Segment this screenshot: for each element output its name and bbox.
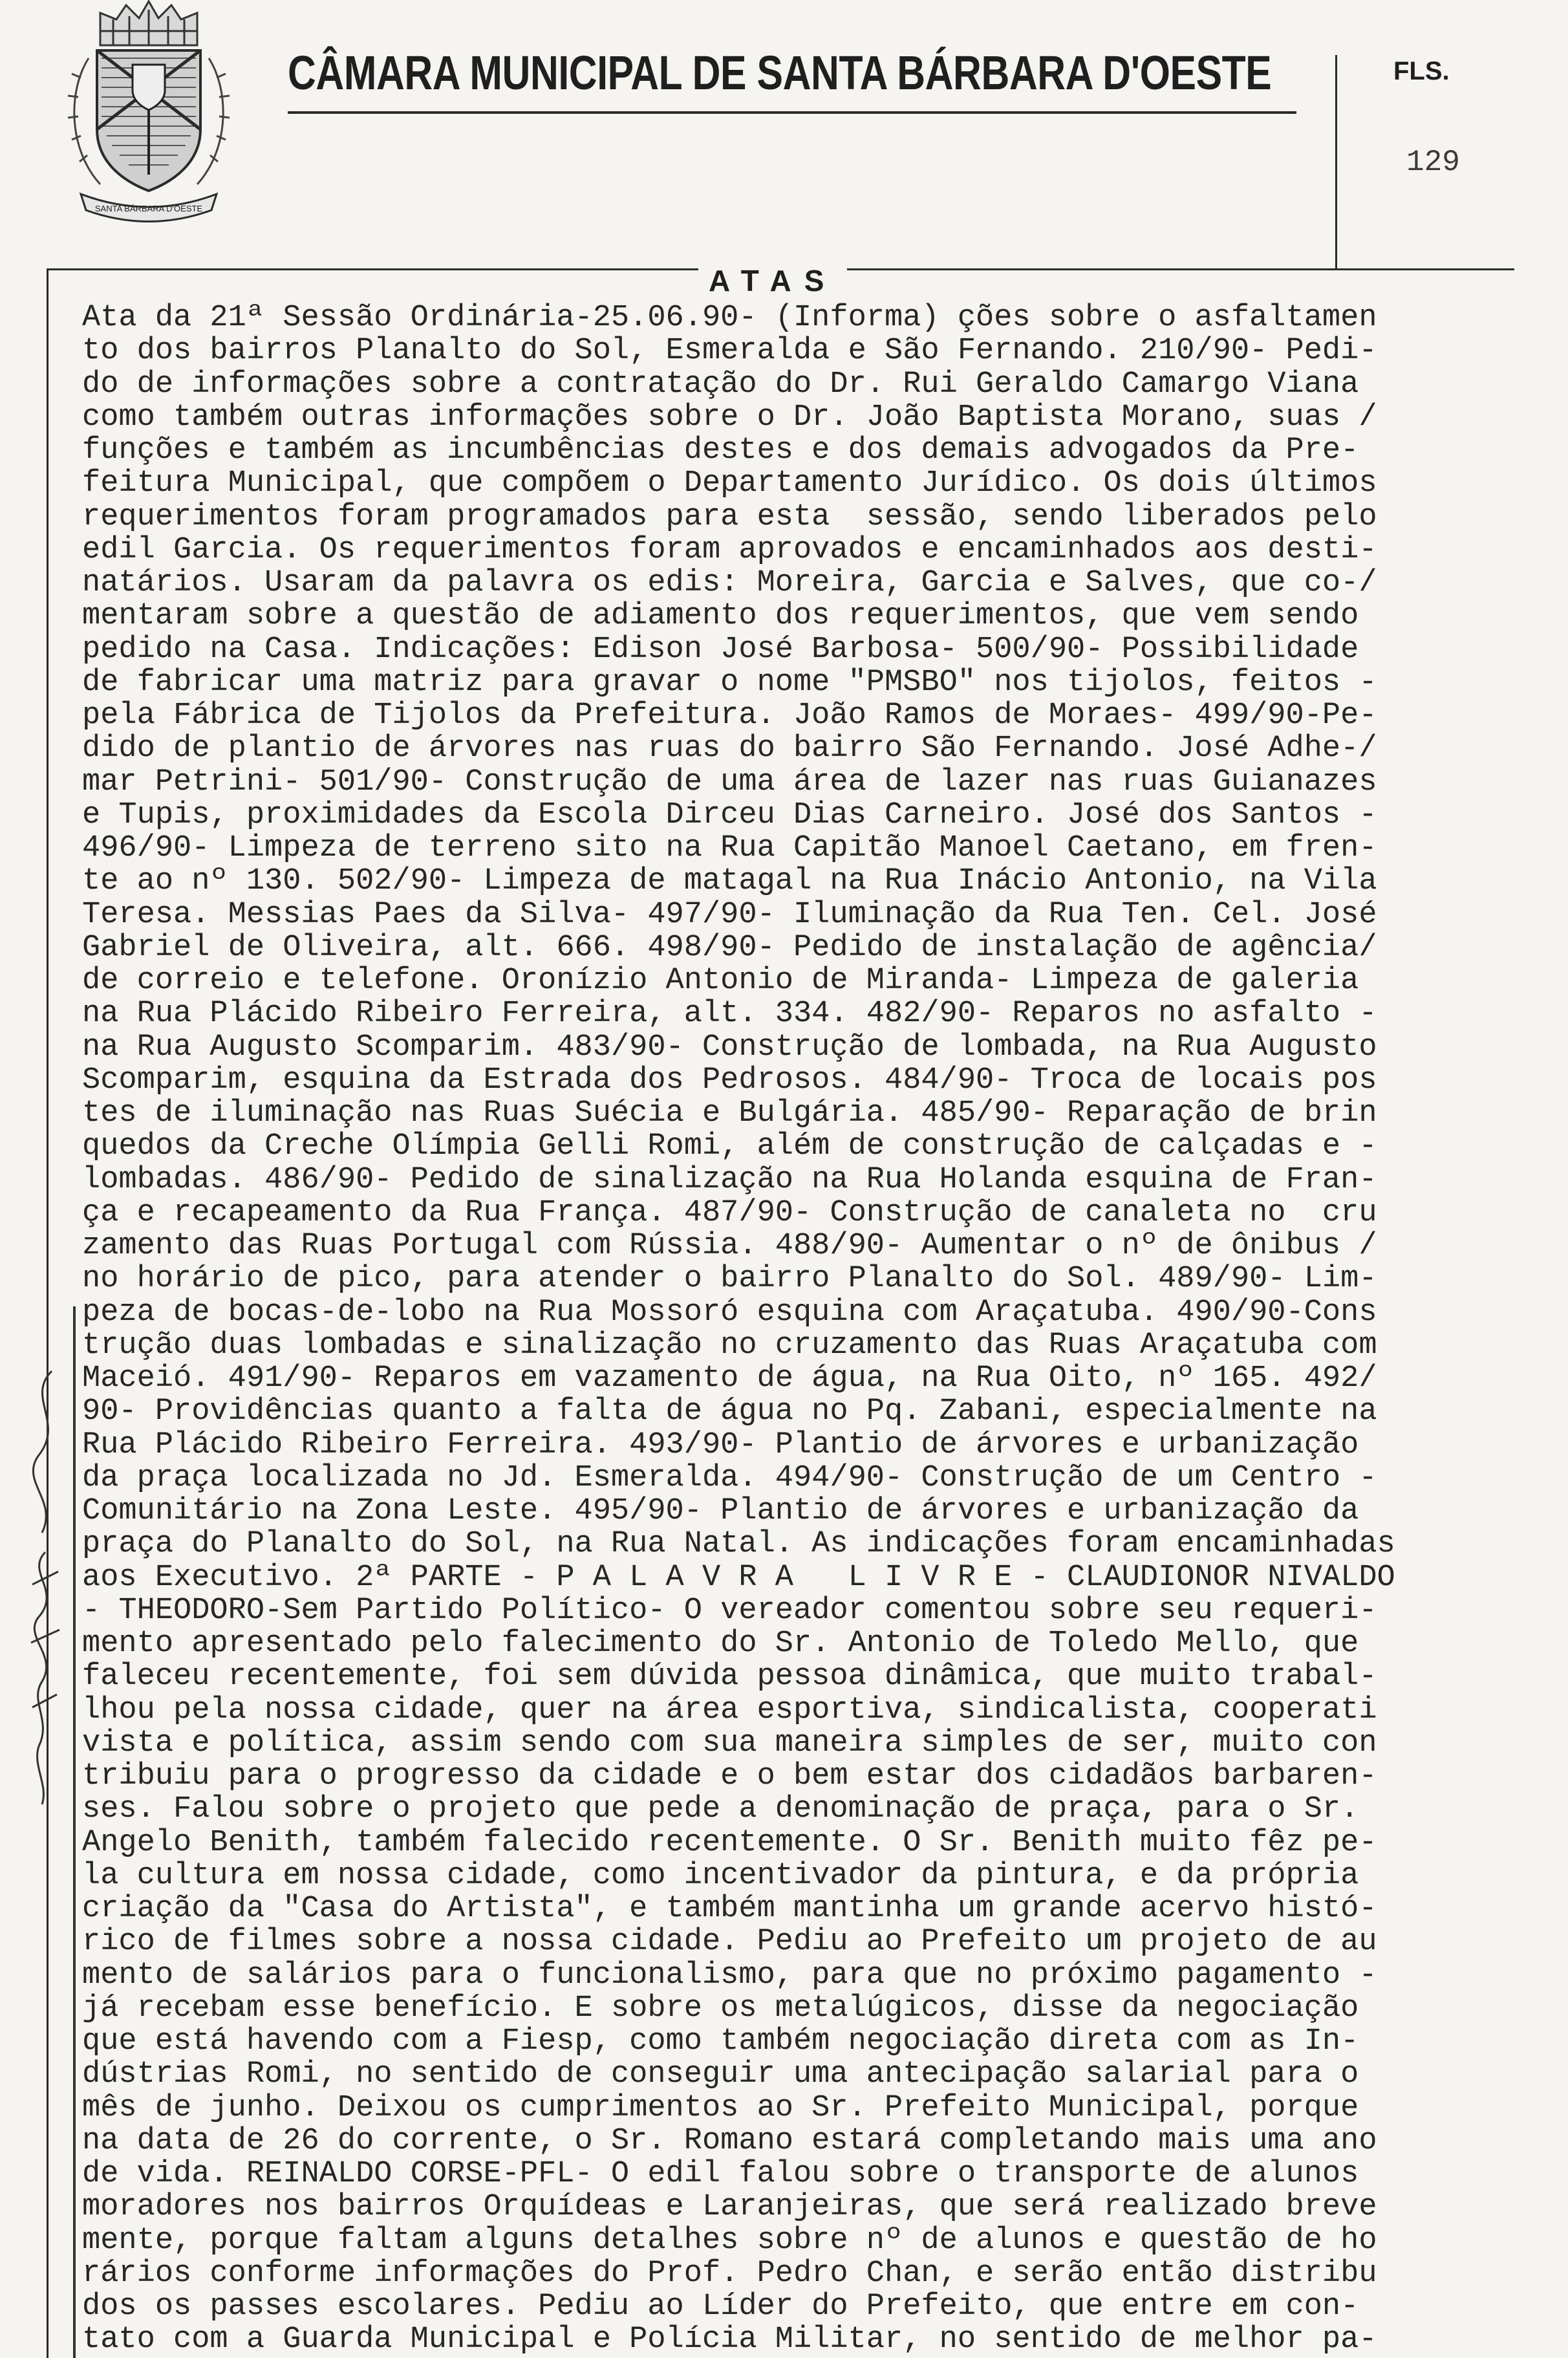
minutes-line: no horário de pico, para atender o bairro Planalto do Sol. 489/90- Lim- (82, 1262, 1377, 1297)
minutes-line: na Rua Augusto Scomparim. 483/90- Construção de lombada, na Rua Augusto (82, 1030, 1377, 1065)
minutes-line: - THEODORO-Sem Partido Político- O vereador comentou sobre seu requeri- (82, 1593, 1377, 1628)
minutes-line: dústrias Romi, no sentido de conseguir uma antecipação salarial para o (82, 2057, 1359, 2092)
minutes-body (82, 301, 1505, 2357)
minutes-frame-left (47, 268, 48, 2358)
minutes-line: que está havendo com a Fiesp, como também negociação direta com as In- (82, 2024, 1359, 2059)
minutes-line: tes de iluminação nas Ruas Suécia e Bulgária. 485/90- Reparação de brin (82, 1096, 1377, 1130)
minutes-line: Scomparim, esquina da Estrada dos Pedrosos. 484/90- Troca de locais pos (82, 1063, 1377, 1098)
folio-label: FLS. (1393, 57, 1450, 85)
minutes-line: feitura Municipal, que compõem o Departamento Jurídico. Os dois últimos (82, 466, 1377, 501)
minutes-line: já recebam esse benefício. E sobre os metalúgicos, disse da negociação (82, 1991, 1359, 2026)
header-vertical-divider (1335, 55, 1337, 268)
minutes-line: mar Petrini- 501/90- Construção de uma área de lazer nas ruas Guianazes (82, 764, 1377, 799)
minutes-line: quedos da Creche Olímpia Gelli Romi, além de construção de calçadas e - (82, 1129, 1377, 1164)
minutes-line: na data de 26 do corrente, o Sr. Romano estará completando mais uma ano (82, 2123, 1377, 2158)
minutes-line: trução duas lombadas e sinalização no cruzamento das Ruas Araçatuba com (82, 1328, 1377, 1363)
minutes-line: Gabriel de Oliveira, alt. 666. 498/90- Pedido de instalação de agência/ (82, 930, 1377, 965)
minutes-line: ses. Falou sobre o projeto que pede a denominação de praça, para o Sr. (82, 1792, 1359, 1827)
crest-ribbon-text: SANTA BÁRBARA D'OESTE (94, 204, 203, 213)
coat-of-arms-icon (61, 0, 236, 223)
minutes-line: lhou pela nossa cidade, quer na área esportiva, sindicalista, cooperati (82, 1693, 1377, 1727)
minutes-line: praça do Planalto do Sol, na Rua Natal. As indicações foram encaminhadas (82, 1527, 1395, 1562)
folio-number: 129 (1406, 146, 1460, 179)
minutes-line: de vida. REINALDO CORSE-PFL- O edil falou sobre o transporte de alunos (82, 2157, 1359, 2191)
minutes-line: como também outras informações sobre o Dr. João Baptista Morano, suas / (82, 400, 1377, 435)
minutes-line: requerimentos foram programados para esta sessão, sendo liberados pelo (82, 499, 1377, 534)
minutes-line: pela Fábrica de Tijolos da Prefeitura. João Ramos de Moraes- 499/90-Pe- (82, 698, 1377, 733)
minutes-line: vista e política, assim sendo com sua maneira simples de ser, muito con (82, 1725, 1377, 1760)
minutes-line: natários. Usaram da palavra os edis: Moreira, Garcia e Salves, que co-/ (82, 566, 1377, 600)
minutes-line: rários conforme informações do Prof. Pedro Chan, e serão então distribu (82, 2256, 1377, 2291)
handwritten-signature-icon (13, 1358, 71, 1811)
minutes-line: Ata da 21ª Sessão Ordinária-25.06.90- (Informa) ções sobre o asfaltamen (82, 301, 1377, 335)
minutes-line: na Rua Plácido Ribeiro Ferreira, alt. 334. 482/90- Reparos no asfalto - (82, 997, 1377, 1032)
minutes-line: mento de salários para o funcionalismo, para que no próximo pagamento - (82, 1958, 1377, 1993)
section-heading: ATAS (698, 263, 847, 298)
minutes-line: edil Garcia. Os requerimentos foram aprovados e encaminhados aos desti- (82, 532, 1377, 567)
minutes-line: te ao nº 130. 502/90- Limpeza de matagal na Rua Inácio Antonio, na Vila (82, 864, 1377, 899)
minutes-line: rico de filmes sobre a nossa cidade. Pediu ao Prefeito um projeto de au (82, 1925, 1377, 1960)
minutes-line: faleceu recentemente, foi sem dúvida pessoa dinâmica, que muito trabal- (82, 1660, 1377, 1694)
institution-title: CÂMARA MUNICIPAL DE SANTA BÁRBARA D'OESTE (288, 46, 1272, 100)
minutes-line: Rua Plácido Ribeiro Ferreira. 493/90- Plantio de árvores e urbanização (82, 1427, 1359, 1462)
minutes-line: Comunitário na Zona Leste. 495/90- Plantio de árvores e urbanização da (82, 1494, 1359, 1528)
minutes-line: Angelo Benith, também falecido recentemente. O Sr. Benith muito fêz pe- (82, 1825, 1377, 1860)
minutes-line: funções e também as incumbências destes e dos demais advogados da Pre- (82, 433, 1359, 468)
minutes-line: Maceió. 491/90- Reparos em vazamento de água, na Rua Oito, nº 165. 492/ (82, 1361, 1377, 1396)
minutes-line: de fabricar uma matriz para gravar o nome "PMSBO" nos tijolos, feitos - (82, 665, 1377, 700)
margin-rule (73, 1306, 76, 2358)
minutes-line: moradores nos bairros Orquídeas e Laranjeiras, que será realizado breve (82, 2190, 1377, 2225)
minutes-line: da praça localizada no Jd. Esmeralda. 494/90- Construção de um Centro - (82, 1460, 1377, 1495)
minutes-line: do de informações sobre a contratação do Dr. Rui Geraldo Camargo Viana (82, 367, 1359, 402)
minutes-line: pedido na Casa. Indicações: Edison José Barbosa- 500/90- Possibilidade (82, 632, 1359, 667)
minutes-line: tato com a Guarda Municipal e Polícia Militar, no sentido de melhor pa- (82, 2322, 1377, 2357)
minutes-line: mês de junho. Deixou os cumprimentos ao Sr. Prefeito Municipal, porque (82, 2090, 1359, 2125)
minutes-line: dido de plantio de árvores nas ruas do bairro São Fernando. José Adhe-/ (82, 731, 1377, 766)
minutes-line: de correio e telefone. Oronízio Antonio de Miranda- Limpeza de galeria (82, 964, 1359, 998)
minutes-line: tribuiu para o progresso da cidade e o bem estar dos cidadãos barbaren- (82, 1759, 1377, 1793)
minutes-line: to dos bairros Planalto do Sol, Esmeralda e São Fernando. 210/90- Pedi- (82, 334, 1377, 369)
minutes-line: aos Executivo. 2ª PARTE - P A L A V R A L I V R E - CLAUDIONOR NIVALDO (82, 1560, 1395, 1595)
minutes-line: peza de bocas-de-lobo na Rua Mossoró esquina com Araçatuba. 490/90-Cons (82, 1295, 1377, 1330)
minutes-line: ça e recapeamento da Rua França. 487/90- Construção de canaleta no cru (82, 1195, 1377, 1230)
minutes-line: mentaram sobre a questão de adiamento dos requerimentos, que vem sendo (82, 599, 1359, 634)
minutes-line: dos os passes escolares. Pediu ao Líder do Prefeito, que entre em con- (82, 2289, 1359, 2324)
minutes-line: 90- Providências quanto a falta de água no Pq. Zabani, especialmente na (82, 1394, 1377, 1429)
minutes-line: criação da "Casa do Artista", e também mantinha um grande acervo histó- (82, 1892, 1377, 1926)
minutes-line: lombadas. 486/90- Pedido de sinalização na Rua Holanda esquina de Fran- (82, 1162, 1377, 1197)
title-underline (288, 111, 1296, 114)
minutes-line: zamento das Ruas Portugal com Rússia. 488/90- Aumentar o nº de ônibus / (82, 1229, 1377, 1263)
minutes-line: Teresa. Messias Paes da Silva- 497/90- Iluminação da Rua Ten. Cel. José (82, 897, 1377, 932)
minutes-line: e Tupis, proximidades da Escola Dirceu Dias Carneiro. José dos Santos - (82, 797, 1377, 832)
minutes-line: 496/90- Limpeza de terreno sito na Rua Capitão Manoel Caetano, em fren- (82, 831, 1377, 865)
minutes-line: mente, porque faltam alguns detalhes sobre nº de alunos e questão de ho (82, 2223, 1377, 2258)
minutes-line: la cultura em nossa cidade, como incentivador da pintura, e da própria (82, 1858, 1359, 1893)
minutes-line: mento apresentado pelo falecimento do Sr. Antonio de Toledo Mello, que (82, 1627, 1359, 1661)
